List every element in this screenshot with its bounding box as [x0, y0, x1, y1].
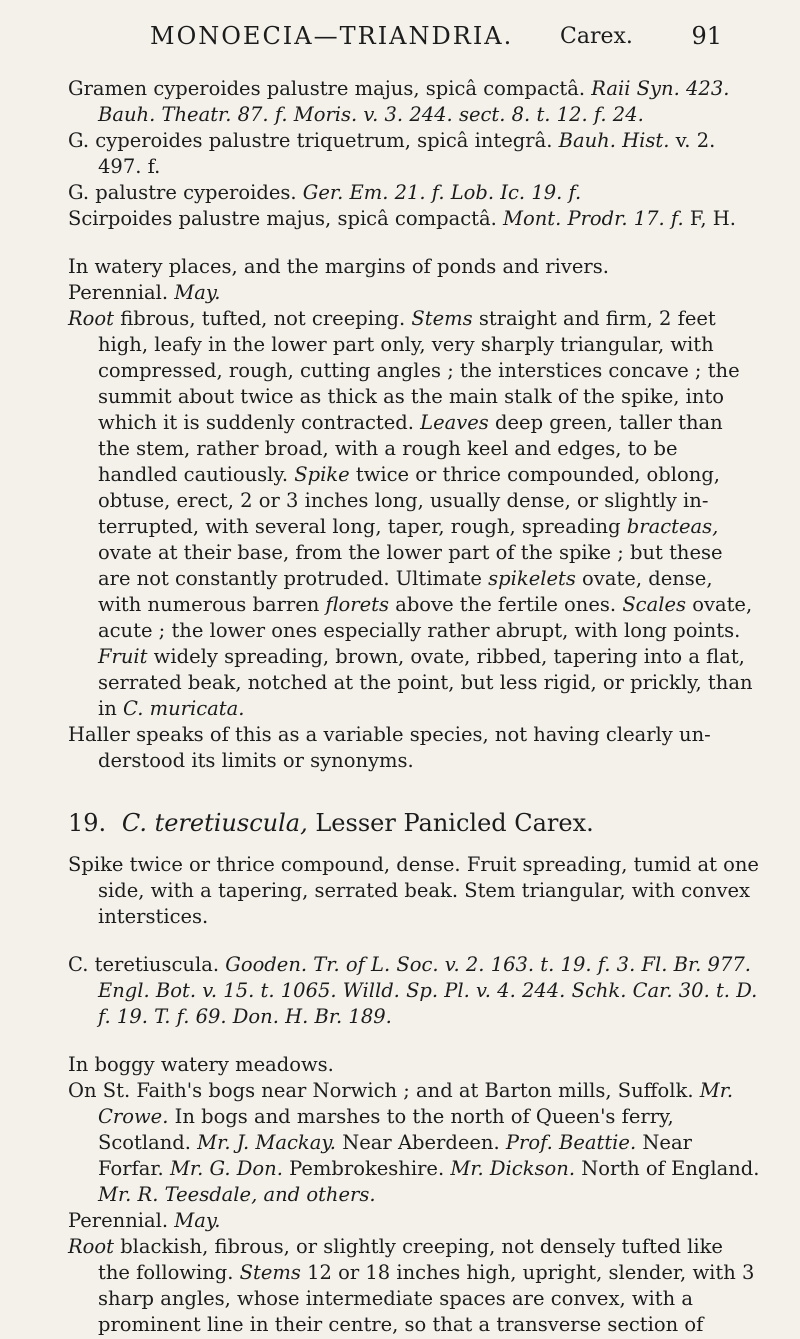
- species-synonyms: C. teretiuscula. Gooden. Tr. of L. Soc. v. 2. 163. t. 19. f. 3. Fl. Br. 977. Engl. Bot. v. 15. t. 1065. Willd. Sp. Pl. v. 4. 244. Schk. Car. 30. t. D. f. 19. T. f. 69. Don. H. Br. 189.: [68, 953, 758, 1028]
- diagnosis: Spike twice or thrice compound, dense. Fruit spreading, tumid at one side, with a tapering, serrated beak. Stem triangular, with convex interstices.: [68, 853, 759, 928]
- duration: Perennial. May.: [68, 281, 221, 304]
- habitat: In boggy watery meadows.: [68, 1053, 334, 1076]
- species-name: C. teretiuscula,: [121, 809, 308, 837]
- synonym-entry: G. palustre cyperoides. Ger. Em. 21. f. Lob. Ic. 19. f.: [68, 181, 582, 204]
- header-title: MONOECIA—TRIANDRIA.: [150, 22, 514, 50]
- localities: On St. Faith's bogs near Norwich ; and at Barton mills, Suffolk. Mr. Crowe. In bogs and marshes to the north of Queen's ferry, Scotland. Mr. J. Mackay. Near Aberdeen. Prof. Beattie. Near Forfar. Mr. G. Don. Pembrokeshire. Mr. Dickson. North of England. Mr. R. Teesdale, and others.: [68, 1079, 760, 1206]
- description: Root blackish, fibrous, or slightly creeping, not densely tufted like the following. Stems 12 or 18 inches high, upright, slender, with 3 sharp angles, whose intermediate spaces are convex, with a prominent line in their centre, so that a transverse section of: [68, 1235, 755, 1336]
- running-header: [68, 0, 760, 76]
- species-common-name: Lesser Panicled Carex.: [315, 809, 594, 837]
- synonym-entry: G. cyperoides palustre triquetrum, spicâ integrâ. Bauh. Hist. v. 2. 497. f.: [68, 129, 716, 178]
- haller-note: Haller speaks of this as a variable species, not having clearly un-derstood its limits or synonyms.: [68, 723, 711, 772]
- page-number: 91: [691, 22, 722, 50]
- synonym-entry: Scirpoides palustre majus, spicâ compactâ. Mont. Prodr. 17. f. F, H.: [68, 207, 736, 230]
- species-heading: [68, 808, 760, 838]
- synonym-entry: Gramen cyperoides palustre majus, spicâ compactâ. Raii Syn. 423. Bauh. Theatr. 87. f. Moris. v. 3. 244. sect. 8. t. 12. f. 24.: [68, 77, 730, 126]
- header-genus: Carex.: [560, 24, 633, 49]
- duration: Perennial. May.: [68, 1209, 221, 1232]
- description: Root fibrous, tufted, not creeping. Stems straight and firm, 2 feet high, leafy in the lower part only, very sharply triangular, with compressed, rough, cutting angles ; the interstices concave ; the summit about twice as thick as the main stalk of the spike, into which it is suddenly contracted. Leaves deep green, taller than the stem, rather broad, with a rough keel and edges, to be handled cautiously. Spike twice or thrice compounded, oblong, obtuse, erect, 2 or 3 inches long, usually dense, or slightly in-terrupted, with several long, taper, rough, spreading bracteas, ovate at their base, from the lower part of the spike ; but these are not constantly protruded. Ultimate spikelets ovate, dense, with numerous barren florets above the fertile ones. Scales ovate, acute ; the lower ones especially rather abrupt, with long points. Fruit widely spreading, brown, ovate, ribbed, tapering into a flat, serrated beak, notched at the point, but less rigid, or prickly, than in C. muricata.: [68, 307, 753, 720]
- species-number: 19.: [68, 809, 107, 837]
- habitat: In watery places, and the margins of ponds and rivers.: [68, 255, 609, 278]
